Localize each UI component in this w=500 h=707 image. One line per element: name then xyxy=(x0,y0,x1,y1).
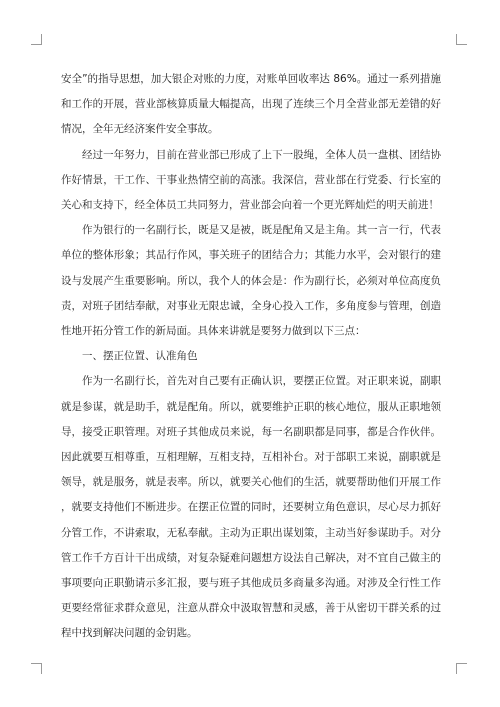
crop-mark-bottom-right xyxy=(456,663,467,674)
paragraph-team-spirit: 经过一年努力，目前在营业部已形成了上下一股绳，全体人员一盘棋、团结协作好情景，干工作、干事业热情空前的高涨。我深信，营业部在行党委、行长室的关心和支持下，经全体员工共同努力，营业部会向着一个更光辉灿烂的明天前进！ xyxy=(61,148,441,212)
paragraph-position-detail: 作为一名副行长，首先对自己要有正确认识，要摆正位置。对正职来说，副职就是参谋，就是助手，就是配角。所以，就要维护正职的核心地位，服从正职地领导，接受正职管理。对班子其他成员来说，每一名副职都是同事，都是合作伙伴。因此就要互相尊重，互相理解，互相支持，互相补台。对于部职工来说，副职就是领导，就是服务，就是表率。所以，就要关心他们的生活，就要帮助他们开展工作，就要支持他们不断进步。在摆正位置的同时，还要树立角色意识，尽心尽力抓好分管工作，不讲索取，无私奉献。主动为正职出谋划策，主动当好参谋助手。对分管工作千方百计干出成绩，对复杂疑难问题想方设法自己解决，对不宜自己做主的事项要向正职勤请示多汇报，要与班子其他成员多商量多沟通。对涉及全行性工作更要经常征求群众意见，注意从群众中汲取智慧和灵感，善于从密切干群关系的过程中找到解决问题的金钥匙。 xyxy=(61,375,441,640)
paragraph-security-results: 安全”的指导思想，加大银企对账的力度，对账单回收率达 86%。通过一系列措施和工作的开展，营业部核算质量大幅提高，出现了连续三个月全营业部无差错的好情况，全年无经济案件安全事故。 xyxy=(61,73,441,136)
section-heading-position: 一、摆正位置、认准角色 xyxy=(82,350,198,363)
crop-mark-bottom-left xyxy=(31,663,42,674)
crop-mark-top-left xyxy=(31,34,42,45)
document-body xyxy=(61,67,441,647)
paragraph-vice-president-role: 作为银行的一名副行长，既是又是被，既是配角又是主角。其一言一行，代表单位的整体形象；其品行作风，事关班子的团结合力；其能力水平，会对银行的建设与发展产生重要影响。所以，我个人的体会是：作为副行长，必须对单位高度负责，对班子团结奉献，对事业无限忠诚，全身心投入工作，多角度参与管理，创造性地开拓分管工作的新局面。具体来讲就是要努力做到以下三点： xyxy=(61,224,441,338)
crop-mark-top-right xyxy=(456,34,467,45)
